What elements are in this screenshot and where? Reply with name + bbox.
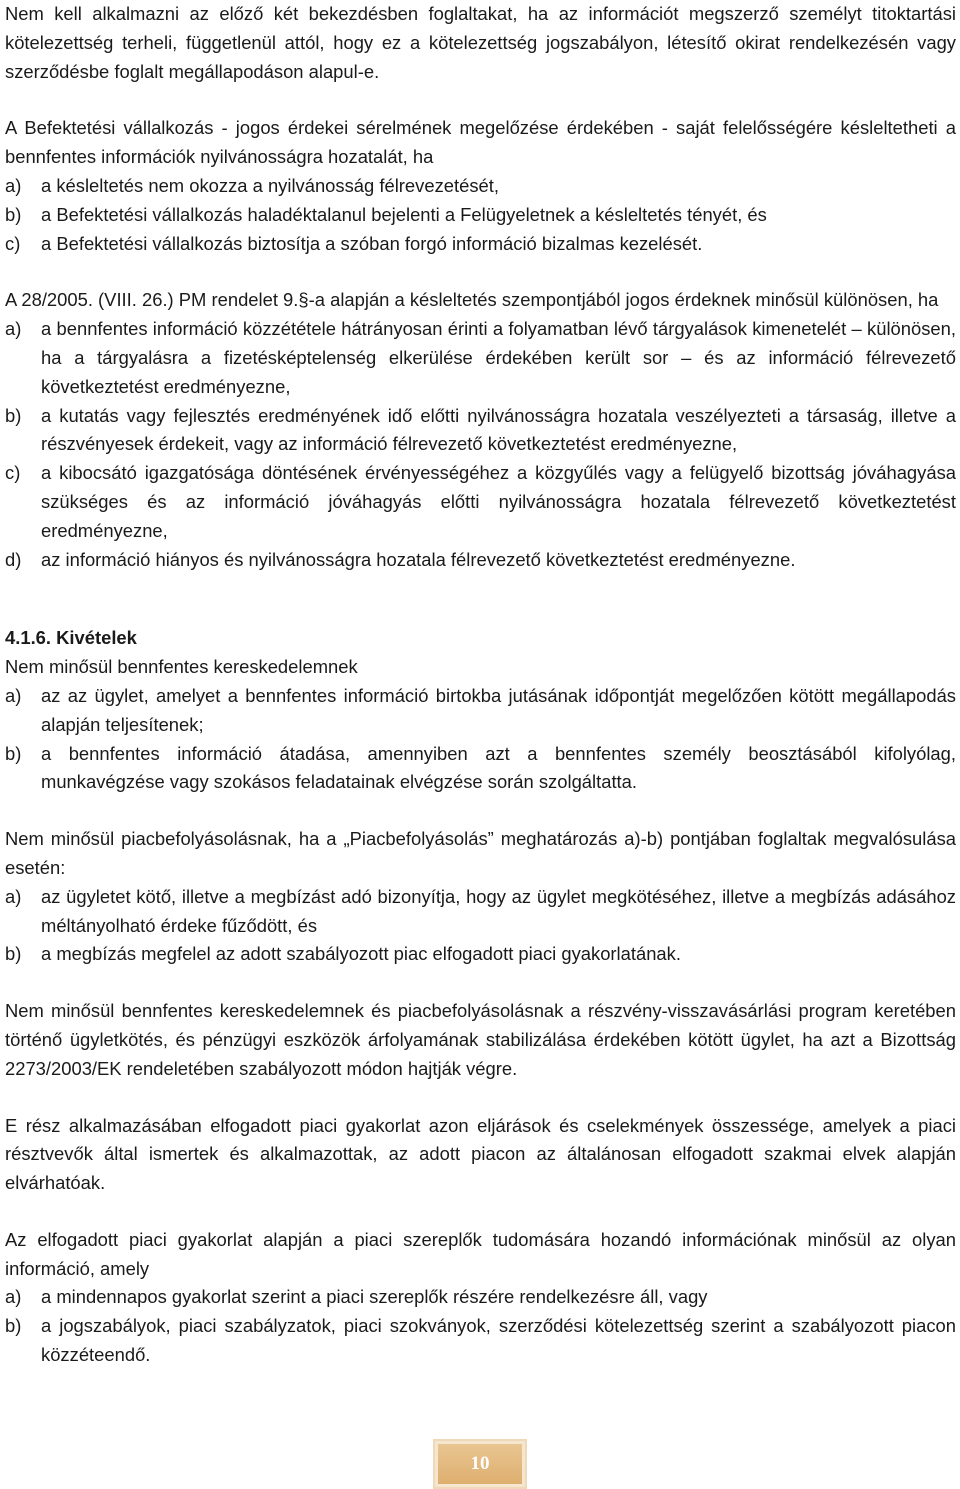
list-marker: a) — [5, 174, 22, 196]
list-item — [5, 682, 956, 740]
list-item-text: az ügyletet kötő, illetve a megbízást adó bizonyítja, hogy az ügylet megkötéséhez, illetve a megbízás adásához méltányolható érdeke fűződött, és — [41, 885, 956, 936]
list-item-text: a Befektetési vállalkozás haladéktalanul bejelenti a Felügyeletnek a késleltetés tényét, és — [41, 203, 767, 225]
paragraph-delay-intro: A Befektetési vállalkozás - jogos érdekei sérelmének megelőzése érdekében - saját felelősségére késleltetheti a bennfentes információk nyilvánosságra hozatalát, ha — [5, 117, 956, 168]
paragraph-exceptions-intro: Nem minősül bennfentes kereskedelemnek — [5, 656, 358, 678]
list-item — [5, 1312, 956, 1370]
page-number-badge — [433, 1439, 527, 1489]
list-item — [5, 201, 956, 230]
list-marker: a) — [5, 684, 22, 706]
paragraph-accepted-practice-intro: Az elfogadott piaci gyakorlat alapján a piaci szereplők tudomására hozandó információnak minősül az olyan információ, amely — [5, 1228, 956, 1279]
list-item-text: a bennfentes információ átadása, amennyiben azt a bennfentes személy beosztásából kifolyólag, munkavégzése vagy szokásos feladatainak elvégzése során szolgáltatta. — [41, 742, 956, 793]
list-item — [5, 315, 956, 401]
list-item — [5, 1283, 956, 1312]
list-marker: b) — [5, 943, 22, 965]
list-marker: b) — [5, 1315, 22, 1337]
list-item — [5, 883, 956, 941]
page-number: 10 — [438, 1444, 522, 1484]
list-marker: c) — [5, 232, 21, 254]
paragraph-buyback: Nem minősül bennfentes kereskedelemnek és piacbefolyásolásnak a részvény-visszavásárlási program keretében történő ügyletkötés, és pénzügyi eszközök árfolyamának stabilizálása érdekében kötött ügylet, ha azt a Bizottság 2273/2003/EK rendeletében szabályozott módon hajtják végre. — [5, 1000, 956, 1079]
list-marker: a) — [5, 885, 22, 907]
section-heading: 4.1.6. Kivételek — [5, 627, 137, 649]
list-item-text: a kibocsátó igazgatósága döntésének érvényességéhez a közgyűlés vagy a felügyelő bizottság jóváhagyása szükséges és az információ jóváhagyás előtti nyilvánosságra hozatala félrevezető következtetést eredményezne, — [41, 462, 956, 541]
list-item — [5, 402, 956, 460]
list-item-text: a mindennapos gyakorlat szerint a piaci szereplők részére rendelkezésre áll, vagy — [41, 1286, 708, 1308]
list-item-text: a jogszabályok, piaci szabályzatok, piaci szokványok, szerződési kötelezettség szerint a szabályozott piacon közzéteendő. — [41, 1315, 956, 1366]
paragraph-manipulation-intro: Nem minősül piacbefolyásolásnak, ha a „Piacbefolyásolás” meghatározás a)-b) pontjában foglaltak megvalósulása esetén: — [5, 828, 956, 878]
paragraph-legitimate-interest-intro: A 28/2005. (VIII. 26.) PM rendelet 9.§-a alapján a késleltetés szempontjából jogos érdeknek minősül különösen, ha — [5, 289, 939, 311]
list-item-text: az információ hiányos és nyilvánosságra hozatala félrevezető következtetést eredményezne. — [41, 548, 796, 570]
document-page — [5, 0, 956, 1370]
list-marker: c) — [5, 462, 21, 484]
list-item-text: a bennfentes információ közzététele hátrányosan érinti a folyamatban lévő tárgyalások kimenetelét – különösen, ha a tárgyalásra a fizetésképtelenség elkerülése érdekében került sor – és az információ félrevezető következtetést eredményezne, — [41, 318, 956, 397]
list-marker: b) — [5, 742, 22, 764]
paragraph-confidentiality: Nem kell alkalmazni az előző két bekezdésben foglaltakat, ha az információt megszerző személyt titoktartási kötelezettség terheli, függetlenül attól, hogy ez a kötelezettség jogszabályon, létesítő okirat rendelkezésén vagy szerződésbe foglalt megállapodáson alapul-e. — [5, 3, 956, 82]
list-item-text: a kutatás vagy fejlesztés eredményének idő előtti nyilvánosságra hozatala veszélyezteti a társaság, illetve a részvényesek érdekeit, vagy az információ félrevezető következtetést eredményezne, — [41, 404, 956, 455]
list-item-text: a késleltetés nem okozza a nyilvánosság félrevezetését, — [41, 174, 499, 196]
list-item-text: a Befektetési vállalkozás biztosítja a szóban forgó információ bizalmas kezelését. — [41, 232, 703, 254]
list-marker: a) — [5, 1286, 22, 1308]
list-item — [5, 459, 956, 545]
list-item-text: az az ügylet, amelyet a bennfentes információ birtokba jutásának időpontját megelőzően kötött megállapodás alapján teljesítenek; — [41, 684, 956, 735]
list-item — [5, 940, 956, 969]
list-marker: a) — [5, 318, 22, 340]
list-marker: b) — [5, 404, 22, 426]
list-item — [5, 546, 956, 575]
list-marker: b) — [5, 203, 22, 225]
list-item-text: a megbízás megfelel az adott szabályozott piac elfogadott piaci gyakorlatának. — [41, 943, 681, 965]
list-marker: d) — [5, 548, 22, 570]
paragraph-accepted-practice-definition: E rész alkalmazásában elfogadott piaci gyakorlat azon eljárások és cselekmények összessége, amelyek a piaci résztvevők által ismertek és alkalmazottak, az adott piacon az általánosan elfogadott szakmai elvek alapján elvárhatóak. — [5, 1114, 956, 1194]
list-item — [5, 230, 956, 259]
list-item — [5, 172, 956, 201]
list-item — [5, 740, 956, 798]
